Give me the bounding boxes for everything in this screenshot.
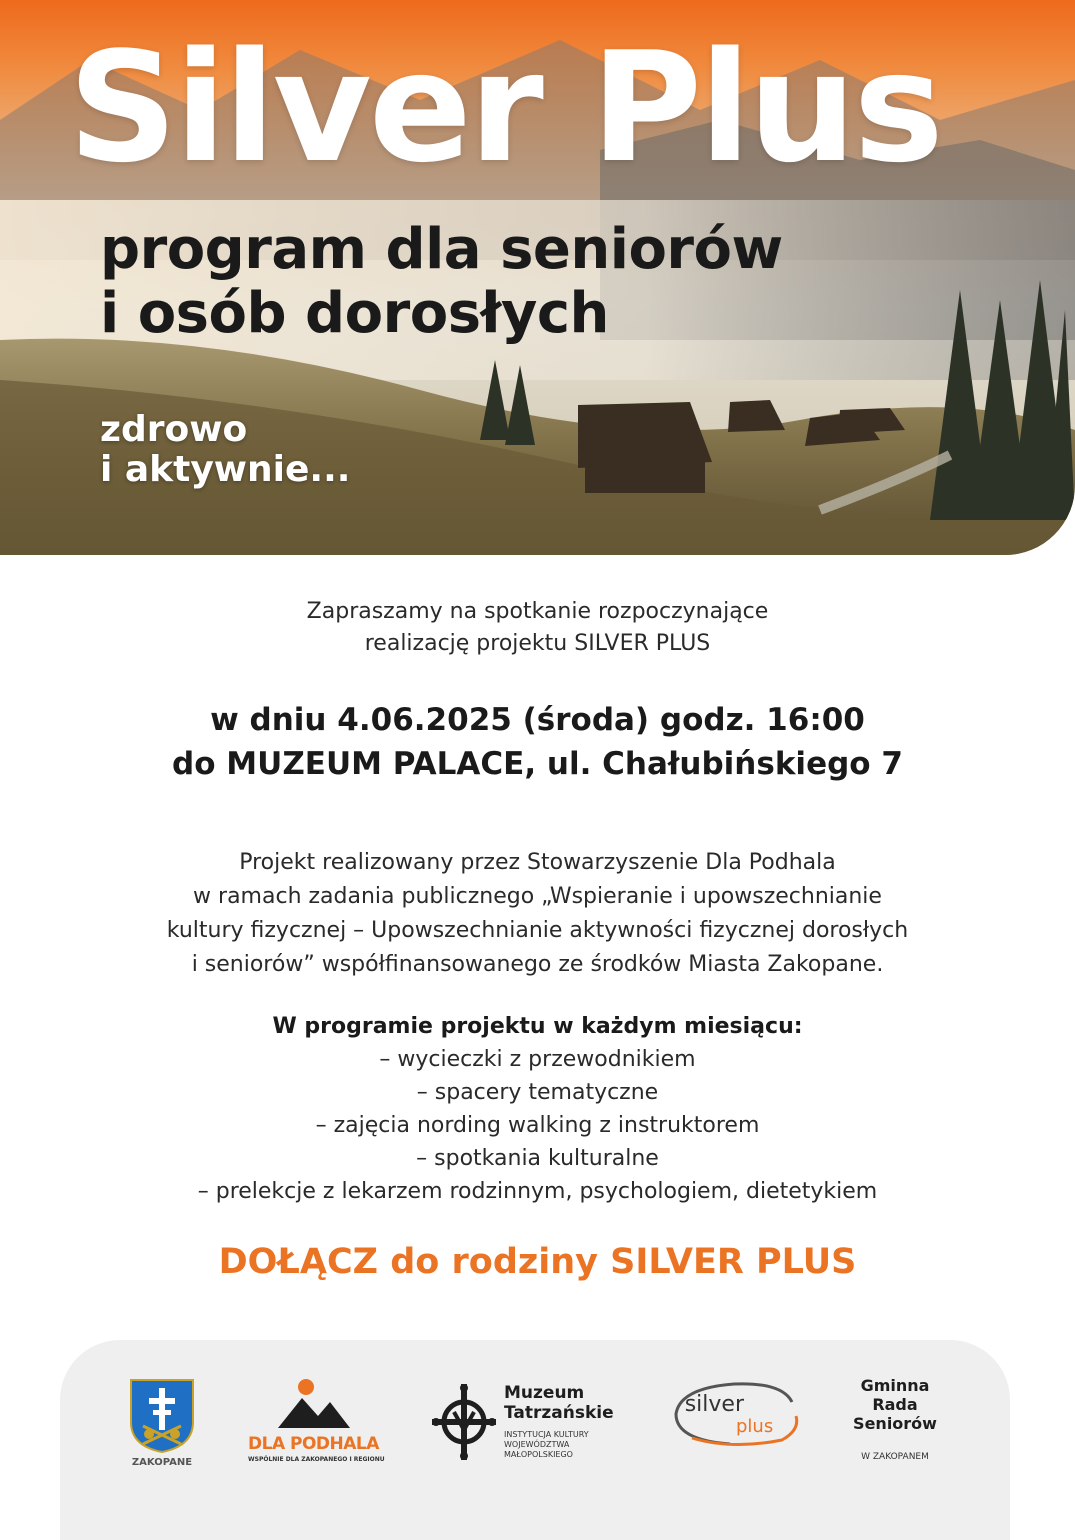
invite-line-1: Zapraszamy na spotkanie rozpoczynające — [306, 599, 769, 624]
project-info — [0, 846, 1075, 982]
project-line-3: kultury fizycznej – Upowszechnianie aktywności fizycznej dorosłych — [166, 918, 909, 943]
poster-subtitle — [100, 218, 783, 346]
program-item: – spacery tematyczne — [416, 1080, 659, 1105]
invite-line-2: realizację projektu SILVER PLUS — [364, 631, 711, 656]
muzeum-subtitle — [504, 1430, 589, 1460]
project-line-2: w ramach zadania publicznego „Wspieranie i upowszechnianie — [193, 884, 882, 909]
muzeum-name — [504, 1383, 614, 1423]
hero-banner — [0, 0, 1075, 555]
program-item: – wycieczki z przewodnikiem — [379, 1047, 696, 1072]
cta-text: DOŁĄCZ do rodziny SILVER PLUS — [218, 1242, 857, 1282]
dla-podhala-label: DLA PODHALA — [248, 1434, 379, 1454]
muzeum-name-line-1: Muzeum — [504, 1383, 585, 1403]
tagline-line-1: zdrowo — [100, 409, 248, 450]
rada-line-1: Gminna — [860, 1376, 930, 1395]
event-place-line: do MUZEUM PALACE, ul. Chałubińskiego 7 — [172, 746, 903, 782]
tagline-line-2: i aktywnie... — [100, 449, 351, 490]
rada-line-2: Rada — [872, 1395, 918, 1414]
tagline — [100, 410, 350, 490]
plus-word: plus — [736, 1416, 774, 1437]
event-date-line: w dniu 4.06.2025 (środa) godz. 16:00 — [210, 702, 865, 738]
zakopane-coat-of-arms-icon — [129, 1378, 195, 1454]
muzeum-sub-line-1: INSTYTUCJA KULTURY — [504, 1430, 589, 1439]
dla-podhala-subtitle: WSPÓLNIE DLA ZAKOPANEGO I REGIONU — [248, 1456, 385, 1463]
muzeum-tatrzanskie-emblem-icon — [432, 1384, 496, 1460]
program-item: – zajęcia nording walking z instruktorem — [315, 1113, 760, 1138]
invite-text — [0, 596, 1075, 660]
program-list — [0, 1010, 1075, 1208]
program-heading: W programie projektu w każdym miesiącu: — [272, 1014, 803, 1039]
dla-podhala-mountains-icon — [276, 1378, 352, 1430]
silver-word: silver — [684, 1392, 744, 1417]
poster-title: Silver Plus — [68, 19, 941, 196]
rada-subtitle: W ZAKOPANEM — [861, 1452, 929, 1462]
program-item: – prelekcje z lekarzem rodzinnym, psychologiem, dietetykiem — [197, 1179, 878, 1204]
muzeum-sub-line-3: MAŁOPOLSKIEGO — [504, 1450, 573, 1459]
project-line-4: i seniorów” współfinansowanego ze środków Miasta Zakopane. — [191, 952, 884, 977]
muzeum-sub-line-2: WOJEWÓDZTWA — [504, 1440, 570, 1449]
program-item: – spotkania kulturalne — [416, 1146, 659, 1171]
event-details — [0, 698, 1075, 786]
project-line-1: Projekt realizowany przez Stowarzyszenie Dla Podhala — [239, 850, 836, 875]
rada-line-3: Seniorów — [853, 1414, 937, 1433]
muzeum-name-line-2: Tatrzańskie — [504, 1403, 614, 1423]
subtitle-line-2: i osób dorosłych — [100, 281, 609, 346]
partner-logos-footer — [60, 1340, 1010, 1540]
call-to-action — [0, 1240, 1075, 1284]
zakopane-label: ZAKOPANE — [131, 1457, 193, 1468]
gminna-rada-seniorow-logo — [830, 1376, 960, 1433]
subtitle-line-1: program dla seniorów — [100, 217, 783, 282]
